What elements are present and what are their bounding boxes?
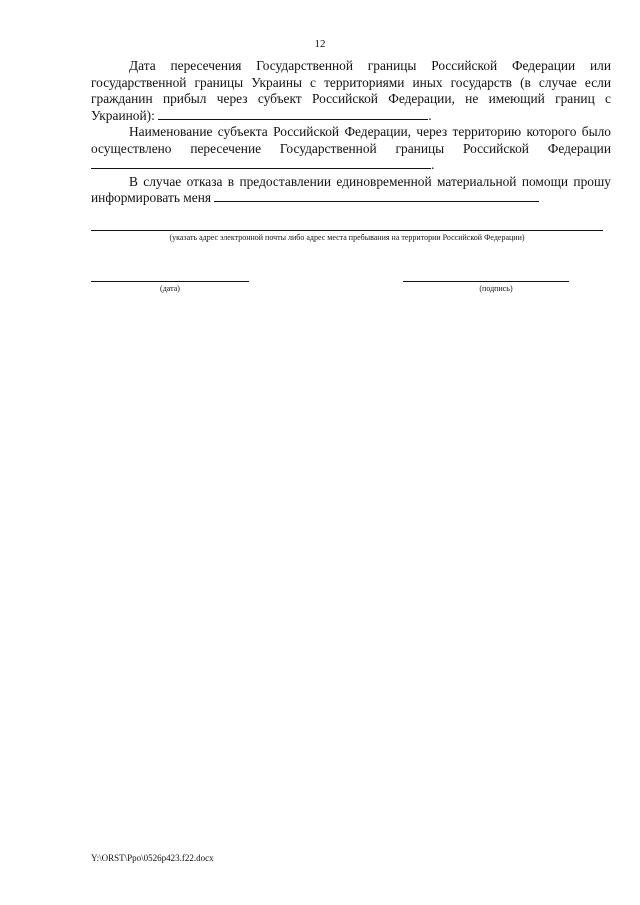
signature-line[interactable] [403,281,569,282]
footer-file-path: Y:\ORST\Ppo\0526p423.f22.docx [91,853,214,863]
paragraph-text: В случае отказа в предоставлении единовременной материальной помощи прошу информировать меня [91,173,611,205]
paragraph-period: . [428,107,432,123]
paragraph-text: Дата пересечения Государственной границы Российской Федерации или государственной границы Украины с территориями иных государств (в случае если гражданин прибыл через субъект Российской Федерации, не имеющий границ с Украиной): [91,58,611,123]
region-name-field[interactable] [91,157,431,169]
form-body [91,58,611,207]
page-number: 12 [314,38,326,50]
paragraph-region-name [91,124,611,174]
paragraph-border-crossing-date [91,58,611,124]
address-line[interactable] [91,230,603,231]
paragraph-text: Наименование субъекта Российской Федерации, через территорию которого было осуществлено пересечение Государственной границы Российской Федерации [91,124,611,156]
notification-contact-field[interactable] [214,190,539,202]
paragraph-period: . [431,157,435,172]
signature-caption: (подпись) [479,284,513,293]
date-caption: (дата) [160,284,180,293]
date-line[interactable] [91,281,249,282]
address-caption: (указать адрес электронной почты либо адрес места пребывания на территории Российской Федерации) [169,233,525,242]
paragraph-refusal-notice [91,174,611,207]
border-crossing-date-field[interactable] [158,108,428,120]
